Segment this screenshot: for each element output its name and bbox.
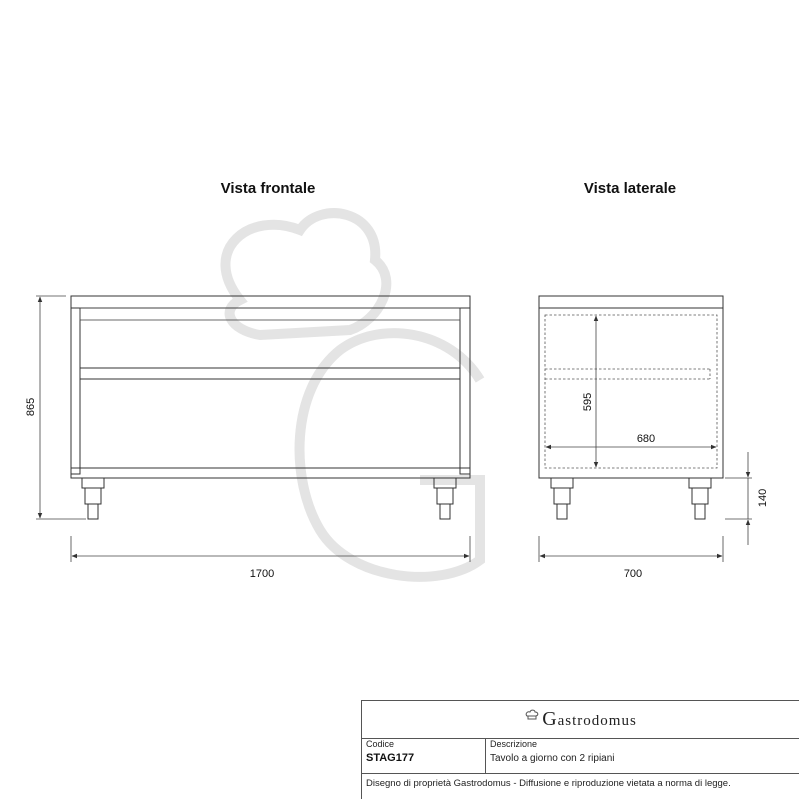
description-cell [486,738,799,774]
code-label: Codice [366,739,395,749]
side-width-dimension [539,536,723,580]
front-left-panel [71,308,80,474]
front-height-label: 865 [25,397,37,417]
front-bottom-shelf [71,468,470,478]
front-view-title: Vista frontale [220,180,316,197]
side-inner-depth-dimension [546,433,716,447]
chef-hat-icon [524,707,540,723]
description-value: Tavolo a giorno con 2 ripiani [490,753,615,764]
side-width-label: 700 [623,568,643,580]
front-middle-shelf [80,368,460,379]
front-upper-rail [80,308,460,320]
side-inner-height-label: 595 [582,392,594,412]
side-inner-depth-label: 680 [636,433,656,445]
front-left-leg [82,478,104,519]
side-right-leg [689,478,711,519]
leg-height-dimension [725,452,769,545]
title-block [361,700,799,799]
front-height-dimension [25,296,86,519]
side-view [539,296,723,519]
code-cell [362,738,486,774]
side-left-leg [551,478,573,519]
leg-height-label: 140 [757,488,769,508]
side-inner-height-dimension [582,316,596,467]
side-worktop [539,296,723,308]
copyright-footer: Disegno di proprietà Gastrodomus - Diffusione e riproduzione vietata a norma di legge. [366,778,731,789]
brand-name: Gastrodomus [542,708,637,730]
code-value: STAG177 [366,752,415,764]
side-view-title: Vista laterale [583,180,677,197]
side-inner-outline [545,315,717,468]
front-worktop [71,296,470,308]
front-right-panel [460,308,470,474]
side-body [539,308,723,478]
description-label: Descrizione [490,739,538,749]
watermark-logo [225,213,480,577]
brand-row [362,701,799,739]
front-width-label: 1700 [249,568,275,580]
